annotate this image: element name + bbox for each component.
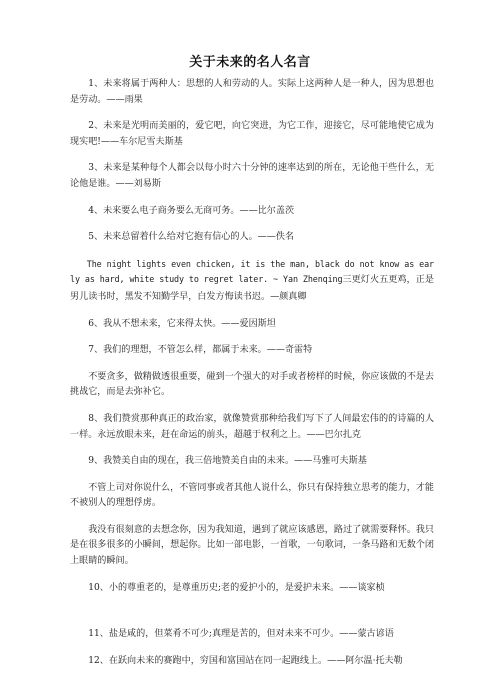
quote-paragraph: 9、我赞美自由的现在，我三倍地赞美自由的未来。——马雅可夫斯基 <box>88 456 367 467</box>
quote-paragraph-bilingual <box>70 257 434 306</box>
quote-paragraph: 12、在跃向未来的赛跑中，穷国和富国站在同一起跑线上。——阿尔温·托夫勒 <box>88 655 403 666</box>
quote-paragraph: 2、未来是光明而美丽的，爱它吧，向它突进，为它工作，迎接它，尽可能地使它成为现实吧!——车尔尼雪夫斯基 <box>70 121 434 147</box>
blank-space <box>70 607 434 627</box>
english-quote-text: The night lights even chicken, it is the man, black do not know as early as hard, white study to regret later. ~ Yan Zhenqing <box>70 258 434 285</box>
quote-paragraph: 6、我从不想未来，它来得太快。——爱因斯坦 <box>88 318 276 329</box>
quote-paragraph: 4、未来要么电子商务要么无商可务。——比尔盖茨 <box>88 205 295 216</box>
quote-list <box>70 77 434 680</box>
quote-paragraph: 我没有很刻意的去想念你，因为我知道，遇到了就应该感恩，路过了就需要释怀。我只是在很多很多的小瞬间，想起你。比如一部电影，一首歌，一句歌词，一条马路和无数个闭上眼睛的瞬间。 <box>70 524 434 567</box>
quote-paragraph: 11、盐是咸的，但菜肴不可少;真理是苦的，但对未来不可少。——蒙古谚语 <box>88 629 394 640</box>
quote-paragraph: 5、未来总留着什么给对它抱有信心的人。——佚名 <box>88 232 295 243</box>
quote-paragraph: 3、未来是某种每个人都会以每小时六十分钟的速率达到的所在，无论他干些什么，无论他是谁。——刘易斯 <box>70 163 434 189</box>
quote-paragraph: 不管上司对你说什么，不管同事或者其他人说什么，你只有保持独立思考的能力，才能不被别人的理想俘虏。 <box>70 482 434 509</box>
quote-paragraph: 10、小的尊重老的，是尊重历史;老的爱护小的，是爱护未来。——谈家桢 <box>88 582 385 593</box>
quote-paragraph: 1、未来将属于两种人：思想的人和劳动的人。实际上这两种人是一种人，因为思想也是劳动。——雨果 <box>70 79 434 105</box>
page-title: 关于未来的名人名言 <box>189 55 311 70</box>
chinese-quote-text: 三更灯火五更鸡，正是男儿读书时，黑发不知勤学早，白发方悔读书迟。—颜真卿 <box>70 275 434 302</box>
quote-paragraph: 不要贪多，做精做透很重要，碰到一个强大的对手或者榜样的时候，你应该做的不是去挑战它，而是去弥补它。 <box>70 371 434 398</box>
quote-paragraph: 8、我们赞赏那种真正的政治家，就像赞赏那种给我们写下了人间最宏伟的的诗篇的人一样。永远放眼未来，赶在命运的前头，超越于权利之上。——巴尔扎克 <box>70 413 434 440</box>
quote-paragraph: 7、我们的理想，不管怎么样，都属于未来。——奇雷特 <box>88 345 313 356</box>
